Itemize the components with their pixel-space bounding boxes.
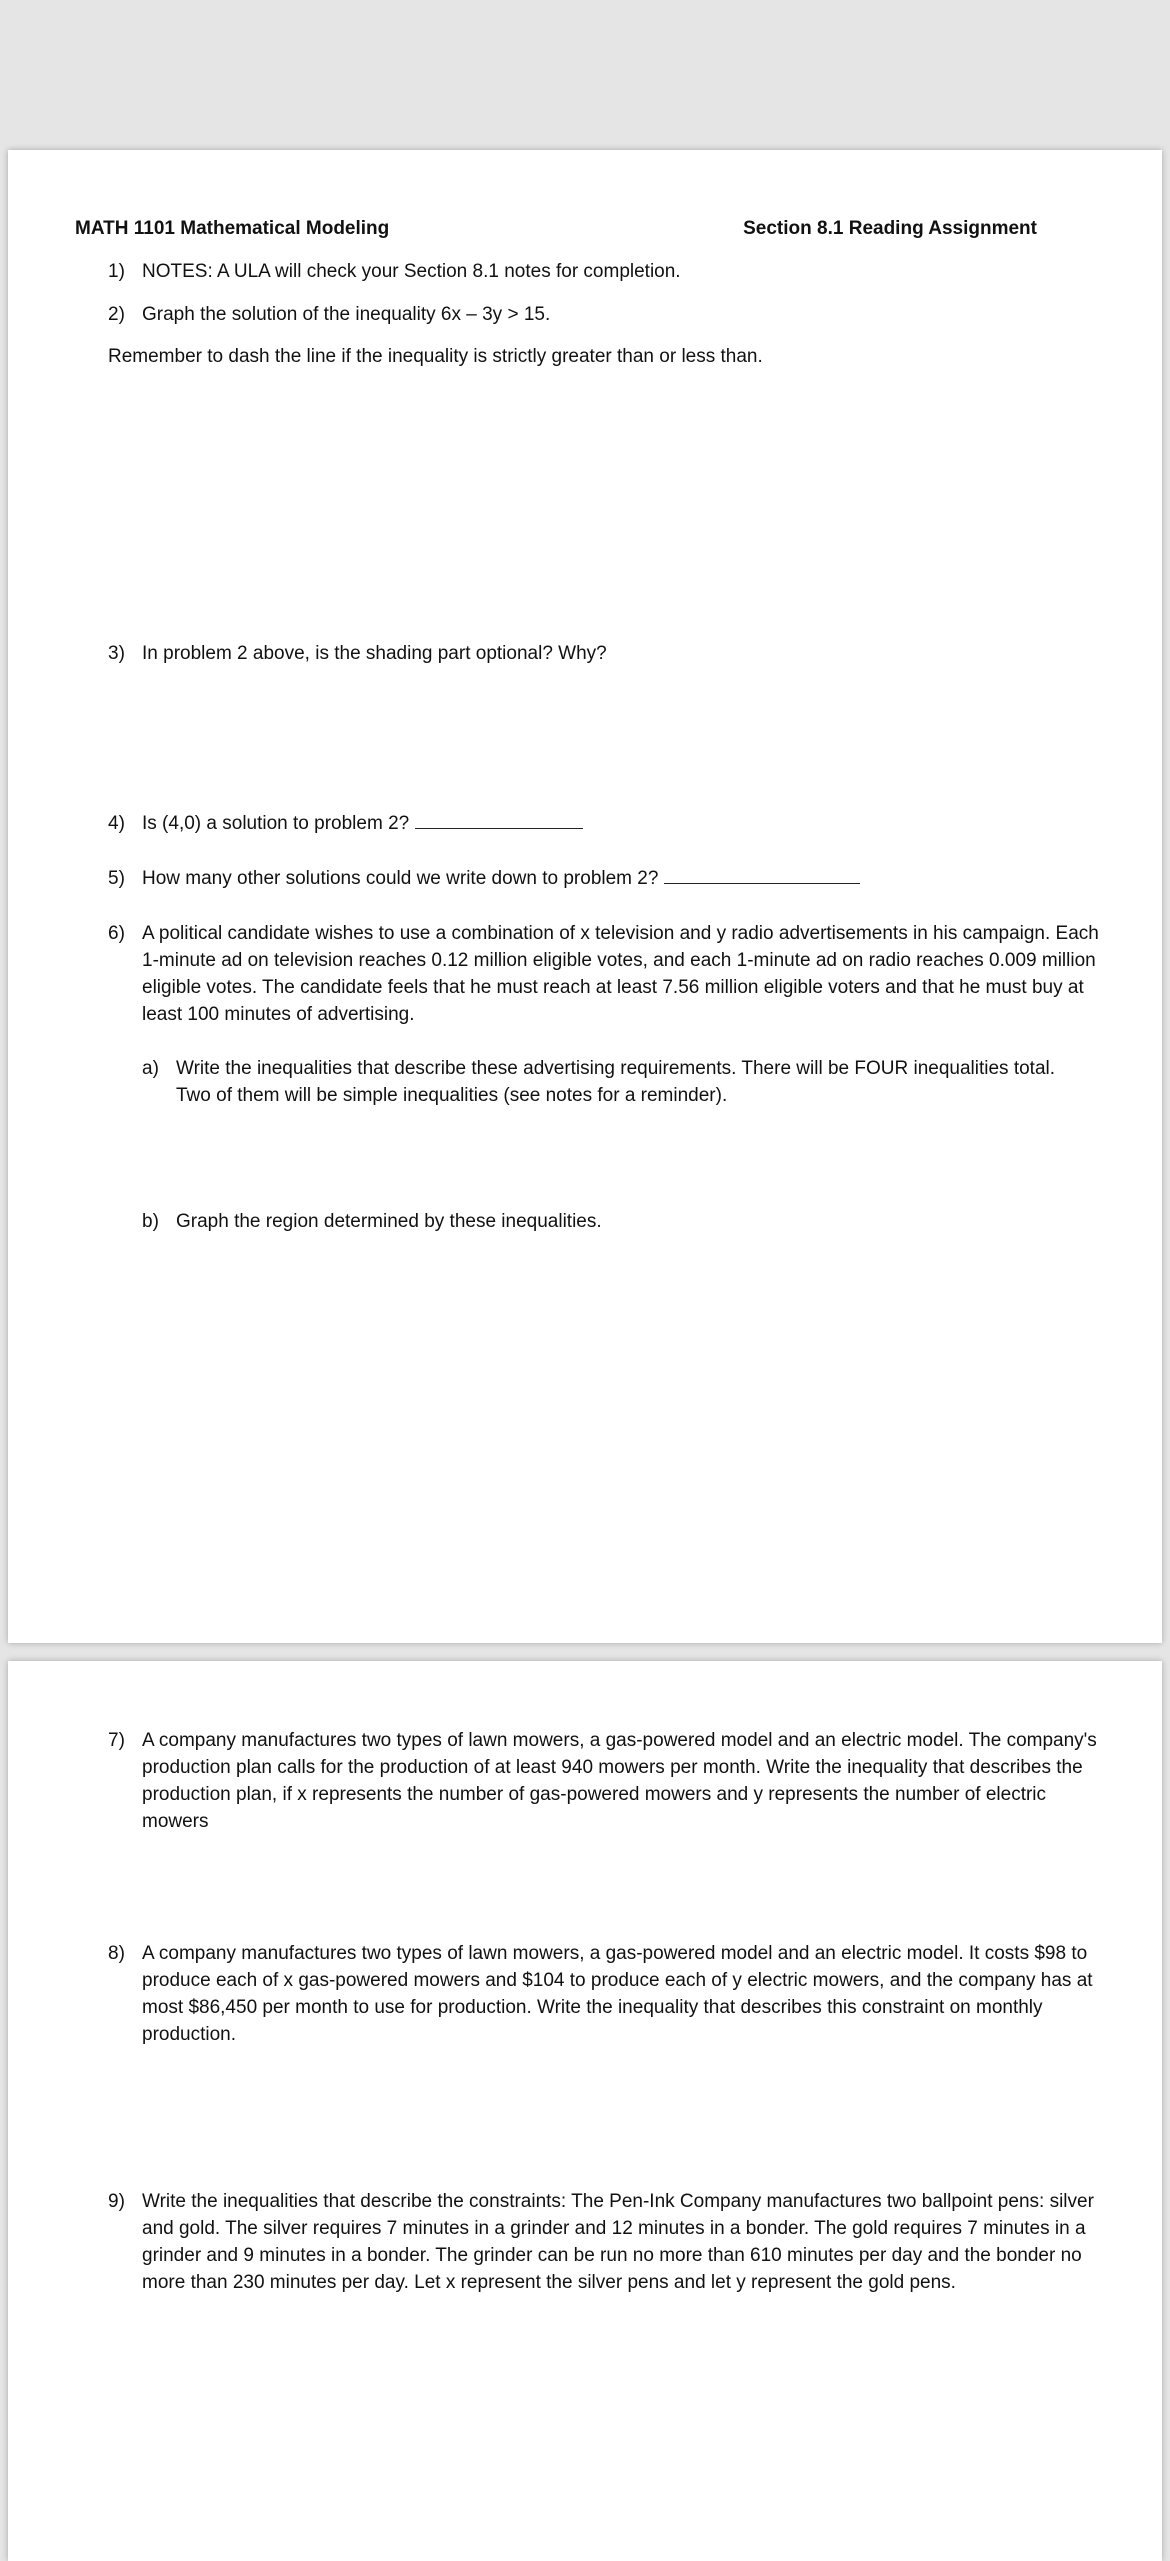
question-8 — [108, 1940, 1102, 2048]
question-text: How many other solutions could we write down to problem 2? — [142, 868, 659, 889]
subquestion-text: Graph the region determined by these inequalities. — [176, 1211, 602, 1232]
question-text: Write the inequalities that describe the constraints: The Pen-Ink Company manufactures two ballpoint pens: silver and gold. The silver requires 7 minutes in a grinder and 12 minutes in a bonder. The gold requires 7 minutes in a grinder and 9 minutes in a bonder. The grinder can be run no more than 610 minutes per day and the bonder no more than 230 minutes per day. Let x represent the silver pens and let y represent the gold pens. — [142, 2191, 1094, 2293]
question-text: Graph the solution of the inequality 6x – 3y > 15. — [142, 304, 551, 325]
page-header — [75, 218, 1037, 240]
answer-blank[interactable] — [415, 810, 583, 829]
question-4 — [108, 810, 1102, 837]
question-6b — [142, 1208, 1082, 1235]
question-text: NOTES: A ULA will check your Section 8.1 notes for completion. — [142, 261, 681, 282]
question-2 — [108, 301, 1102, 328]
question-6a — [142, 1055, 1082, 1109]
question-number: 2) — [108, 304, 125, 325]
question-text: A company manufactures two types of lawn mowers, a gas-powered model and an electric model. The company's production plan calls for the production of at least 940 mowers per month. Write the inequality that describes the production plan, if x represents the number of gas-powered mowers and y represents the number of electric mowers — [142, 1730, 1097, 1832]
question-6 — [108, 920, 1102, 1028]
answer-blank[interactable] — [664, 865, 860, 884]
subquestion-letter: b) — [142, 1211, 159, 1232]
question-number: 3) — [108, 643, 125, 664]
question-text: In problem 2 above, is the shading part optional? Why? — [142, 643, 607, 664]
document-page-1 — [8, 150, 1162, 1643]
question-number: 5) — [108, 868, 125, 889]
question-3 — [108, 640, 1102, 667]
question-number: 9) — [108, 2191, 125, 2212]
reminder-text: Remember to dash the line if the inequality is strictly greater than or less than. — [108, 346, 763, 367]
question-5 — [108, 865, 1102, 892]
question-number: 1) — [108, 261, 125, 282]
question-number: 6) — [108, 923, 125, 944]
question-number: 4) — [108, 813, 125, 834]
question-7 — [108, 1727, 1102, 1835]
question-text: A company manufactures two types of lawn mowers, a gas-powered model and an electric model. It costs $98 to produce each of x gas-powered mowers and $104 to produce each of y electric mowers, and the company has at most $86,450 per month to use for production. Write the inequality that describes this constraint on monthly production. — [142, 1943, 1093, 2045]
question-9 — [108, 2188, 1102, 2296]
question-text: Is (4,0) a solution to problem 2? — [142, 813, 410, 834]
section-title: Section 8.1 Reading Assignment — [743, 218, 1037, 239]
question-number: 8) — [108, 1943, 125, 1964]
document-page-2 — [8, 1661, 1162, 2561]
subquestion-letter: a) — [142, 1058, 159, 1079]
question-number: 7) — [108, 1730, 125, 1751]
question-1 — [108, 258, 1102, 285]
question-text: A political candidate wishes to use a combination of x television and y radio advertisements in his campaign. Each 1-minute ad on television reaches 0.12 million eligible votes, and each 1-minute ad on radio reaches 0.009 million eligible votes. The candidate feels that he must reach at least 7.56 million eligible voters and that he must buy at least 100 minutes of advertising. — [142, 923, 1099, 1025]
subquestion-text: Write the inequalities that describe these advertising requirements. There will be FOUR inequalities total. Two of them will be simple inequalities (see notes for a reminder). — [176, 1058, 1056, 1106]
course-title: MATH 1101 Mathematical Modeling — [75, 218, 390, 239]
